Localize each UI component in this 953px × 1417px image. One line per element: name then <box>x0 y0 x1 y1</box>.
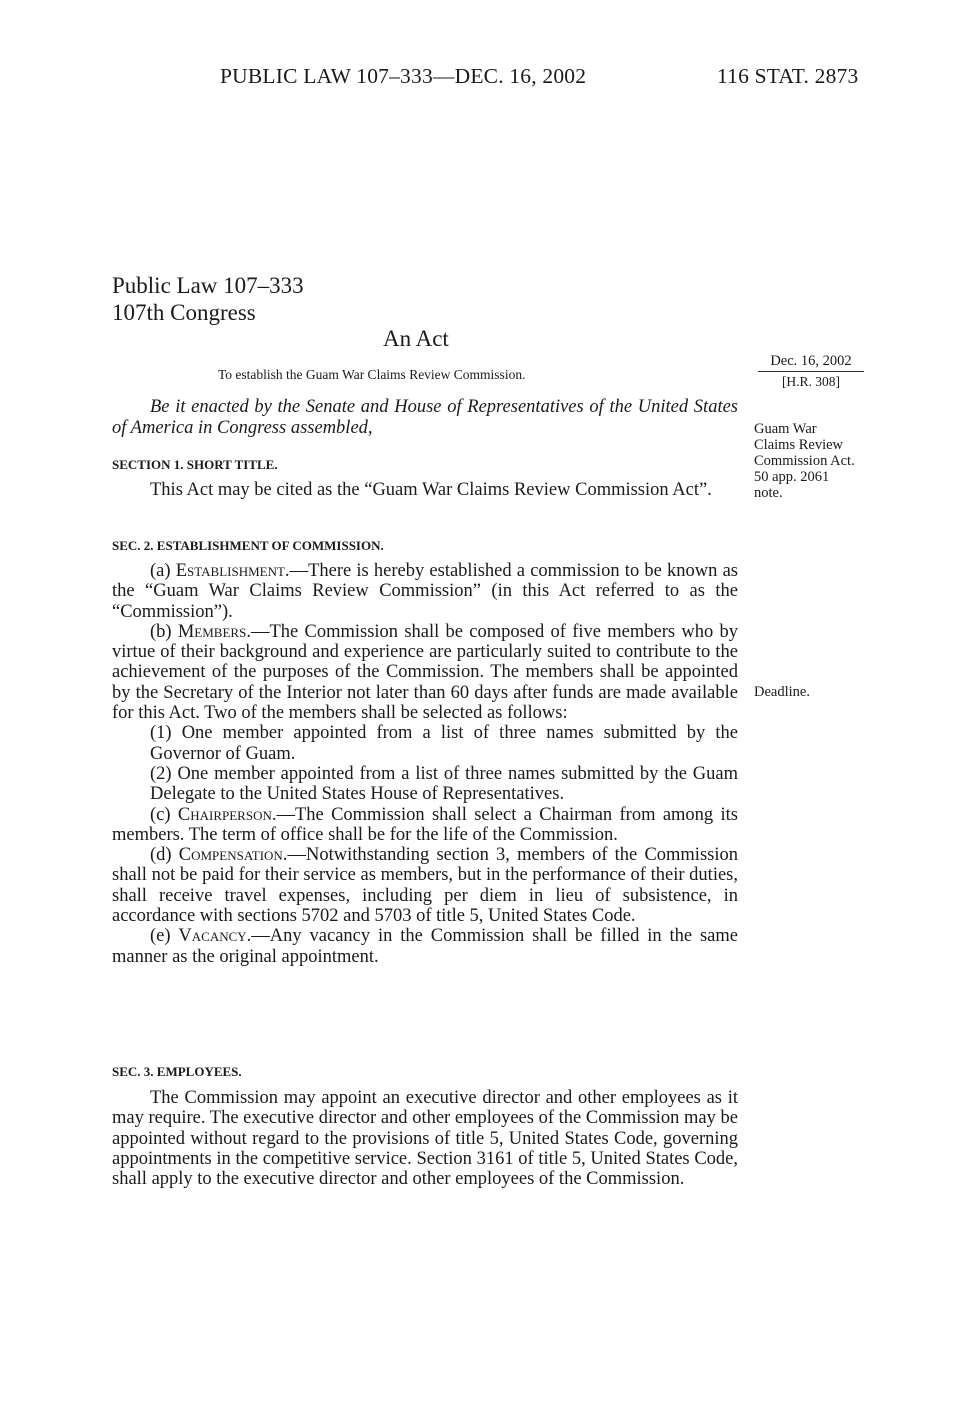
congress-number: 107th Congress <box>112 300 256 325</box>
header-statute-page: 116 STAT. 2873 <box>717 64 859 88</box>
section-3-text: The Commission may appoint an executive director and other employees as it may require. The executive director and other employees of the Commission may be appointed without regard to the provisions of title 5, United States Code, governing appointments in the competitive service. Section 3161 of title 5, United States Code, shall apply to the executive director and other employees of the Commission. <box>112 1088 738 1190</box>
paragraph-b1: (1) One member appointed from a list of three names submitted by the Governor of Guam. <box>150 723 738 764</box>
subsection-e: (e) Vacancy.—Any vacancy in the Commission shall be filled in the same manner as the original appointment. <box>112 926 738 967</box>
section-1-heading: SECTION 1. SHORT TITLE. <box>112 457 278 472</box>
section-3-heading: SEC. 3. EMPLOYEES. <box>112 1064 242 1079</box>
enacting-clause: Be it enacted by the Senate and House of Representatives of the United States of America in Congress assembled, <box>112 397 738 438</box>
enactment-date: Dec. 16, 2002 <box>758 353 864 372</box>
act-title: An Act <box>383 326 449 351</box>
law-number: Public Law 107–333 <box>112 273 304 298</box>
section-1-text: This Act may be cited as the “Guam War Claims Review Commission Act”. <box>150 480 712 500</box>
bill-number: [H.R. 308] <box>781 374 841 389</box>
margin-note-short-title: Guam War Claims Review Commission Act. 50 app. 2061 note. <box>754 421 855 501</box>
sidebar-date-block <box>758 353 864 390</box>
subsection-c: (c) Chairperson.—The Commission shall select a Chairman from among its members. The term of office shall be for the life of the Commission. <box>112 804 738 845</box>
margin-note-deadline: Deadline. <box>754 684 810 700</box>
act-purpose: To establish the Guam War Claims Review Commission. <box>218 367 526 382</box>
paragraph-b2: (2) One member appointed from a list of three names submitted by the Guam Delegate to the United States House of Representatives. <box>150 763 738 805</box>
section-2-body <box>112 561 738 967</box>
subsection-a: (a) Establishment.—There is hereby established a commission to be known as the “Guam War Claims Review Commission” (in this Act referred to as the “Commission”). <box>112 561 738 622</box>
header-citation: PUBLIC LAW 107–333—DEC. 16, 2002 <box>220 64 587 88</box>
subsection-d: (d) Compensation.—Notwithstanding section 3, members of the Commission shall not be paid for their service as members, but in the performance of their duties, shall receive travel expenses, including per diem in lieu of subsistence, in accordance with sections 5702 and 5703 of title 5, United States Code. <box>112 845 738 927</box>
subsection-b: (b) Members.—The Commission shall be composed of five members who by virtue of their background and experience are particularly suited to contribute to the achievement of the purposes of the Commission. The members shall be appointed by the Secretary of the Interior not later than 60 days after funds are made available for this Act. Two of the members shall be selected as follows: <box>112 621 738 724</box>
section-2-heading: SEC. 2. ESTABLISHMENT OF COMMISSION. <box>112 538 384 553</box>
law-identifier <box>112 272 304 326</box>
